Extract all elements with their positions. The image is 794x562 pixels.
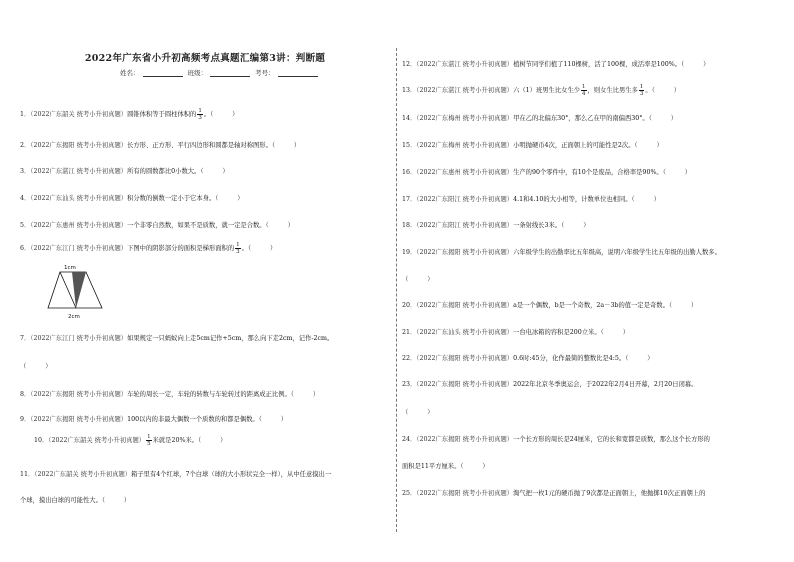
question-8: 8．（2022广东揭阳 统考小升初真题）车轮的周长一定，车轮的转数与车轮转过的距离成正比例。（ ） bbox=[20, 391, 320, 398]
question-24: 24．（2022广东揭阳 统考小升初真题）一个长方形的周长是24厘米，它的长和宽都是质数，那么这个长方形的 bbox=[402, 436, 710, 443]
question-12: 12．（2022广东湛江 统考小升初真题）植树节同学们植了110棵树，活了100棵，成活率是100%。（ ） bbox=[402, 61, 710, 68]
fraction: $\frac{1}{3}$ bbox=[198, 108, 202, 121]
trapezoid-figure bbox=[46, 262, 106, 320]
question-24-cont: 面积是11平方厘米。（ ） bbox=[402, 463, 489, 470]
question-23: 23．（2022广东揭阳 统考小升初真题）2022年北京冬季奥运会，于2022年2月4日开幕，2月20日闭幕。 bbox=[402, 381, 698, 388]
question-19-answer: （ ） bbox=[402, 276, 434, 283]
question-16: 16．（2022广东惠州 统考小升初真题）生产的90个零件中，有10个是废品，合格率是90%。（ ） bbox=[402, 169, 692, 176]
question-5: 5．（2022广东惠州 统考小升初真题）一个非零自然数，如果不是质数，就一定是合数。（ ） bbox=[20, 222, 294, 229]
name-label: 姓名： bbox=[120, 69, 140, 77]
left-column bbox=[20, 0, 390, 562]
question-2: 2．（2022广东揭阳 统考小升初真题）长方形、正方形、平行四边形和圆都是轴对称图形。（ ） bbox=[20, 142, 301, 149]
question-15: 15．（2022广东梅州 统考小升初真题）小明抛硬币4次，正面朝上的可能性是2次。（ ） bbox=[402, 142, 663, 149]
question-3: 3．（2022广东湛江 统考小升初真题）所有的圆数都比0小数大。（ ） bbox=[20, 168, 229, 175]
question-11-cont: 个球，摸出白球的可能性大。（ ） bbox=[20, 497, 131, 504]
column-divider bbox=[396, 48, 397, 532]
question-13: 13．（2022广东湛江 统考小升初真题）六（1）班男生比女生少 $\frac{1}{4}$ ，则女生比男生多 $\frac{1}{3}$ 。（ ） bbox=[402, 84, 681, 97]
question-17: 17．（2022广东阳江 统考小升初真题）4.1和4.10的大小相等，计数单位也相同。（ ） bbox=[402, 196, 660, 203]
question-6: 6．（2022广东江门 统考小升初真题）下图中的阴影部分的面积是梯形面积的 $\frac{1}{3}$ 。（ ） bbox=[20, 242, 277, 255]
student-info-line bbox=[120, 68, 321, 77]
page-title: 2022年广东省小升初高频考点真题汇编第3讲：判断题 bbox=[84, 53, 326, 64]
question-4: 4．（2022广东汕头 统考小升初真题）积分数的倒数一定小于它本身。（ ） bbox=[20, 195, 244, 202]
figure-bottom-label: 2cm bbox=[68, 314, 80, 320]
fraction: $\frac{1}{4}$ bbox=[582, 84, 586, 97]
fraction: $\frac{1}{5}$ bbox=[147, 434, 151, 447]
question-23-answer: （ ） bbox=[402, 409, 434, 416]
question-14: 14．（2022广东梅州 统考小升初真题）甲在乙的北偏东30°，那么乙在甲的南偏西30°。（ ） bbox=[402, 115, 678, 122]
exam-no-label: 考号： bbox=[255, 69, 275, 77]
question-25: 25．（2022广东揭阳 统考小升初真题）淘气把一枚1元的硬币抛了9次都是正面朝上，他抛掷10次正面朝上的 bbox=[402, 490, 706, 497]
exam-no-blank[interactable] bbox=[278, 69, 318, 77]
class-blank[interactable] bbox=[210, 69, 250, 77]
fraction: $\frac{1}{3}$ bbox=[639, 84, 644, 97]
question-10: 10．（2022广东韶关 统考小升初真题） $\frac{1}{5}$ 米就是20%米。（ ） bbox=[34, 434, 227, 447]
question-7-answer: （ ） bbox=[20, 363, 52, 370]
question-18: 18．（2022广东阳江 统考小升初真题）一条射线长3米。（ ） bbox=[402, 222, 590, 229]
question-22: 22．（2022广东揭阳 统考小升初真题）0.6时:45分，化作最简的整数比是4:5。（ ） bbox=[402, 355, 654, 362]
question-7: 7．（2022广东江门 统考小升初真题）如果规定一只蚂蚁向上走5cm记作+5cm，那么向下走2cm，记作-2cm。 bbox=[20, 335, 334, 342]
name-blank[interactable] bbox=[143, 69, 183, 77]
right-column bbox=[402, 0, 774, 562]
question-9: 9．（2022广东揭阳 统考小升初真题）100以内的非最大偶数一个质数的和都是偶数。（ ） bbox=[20, 416, 288, 423]
question-11: 11．（2022广东韶关 统考小升初真题）箱子里有4个红球，7个白球（球的大小形状完全一样），从中任意摸出一 bbox=[20, 471, 332, 478]
question-19: 19．（2022广东揭阳 统考小升初真题）六年级学生的出勤率比五年级高，说明六年级学生比五年级的出勤人数多。 bbox=[402, 249, 721, 256]
question-1: 1．（2022广东韶关 统考小升初真题）圆锥体积等于圆柱体积的 $\frac{1}{3}$ 。（ ） bbox=[20, 108, 239, 121]
fraction: $\frac{1}{3}$ bbox=[236, 242, 240, 255]
question-21: 21．（2022广东汕头 统考小升初真题）一台电冰箱的容积是200立米。（ ） bbox=[402, 329, 629, 336]
class-label: 班级： bbox=[187, 69, 208, 77]
figure-top-label: 1cm bbox=[64, 265, 76, 271]
question-20: 20．（2022广东揭阳 统考小升初真题）a是一个偶数，b是一个奇数，2a－3b的值一定是奇数。（ ） bbox=[402, 302, 698, 309]
